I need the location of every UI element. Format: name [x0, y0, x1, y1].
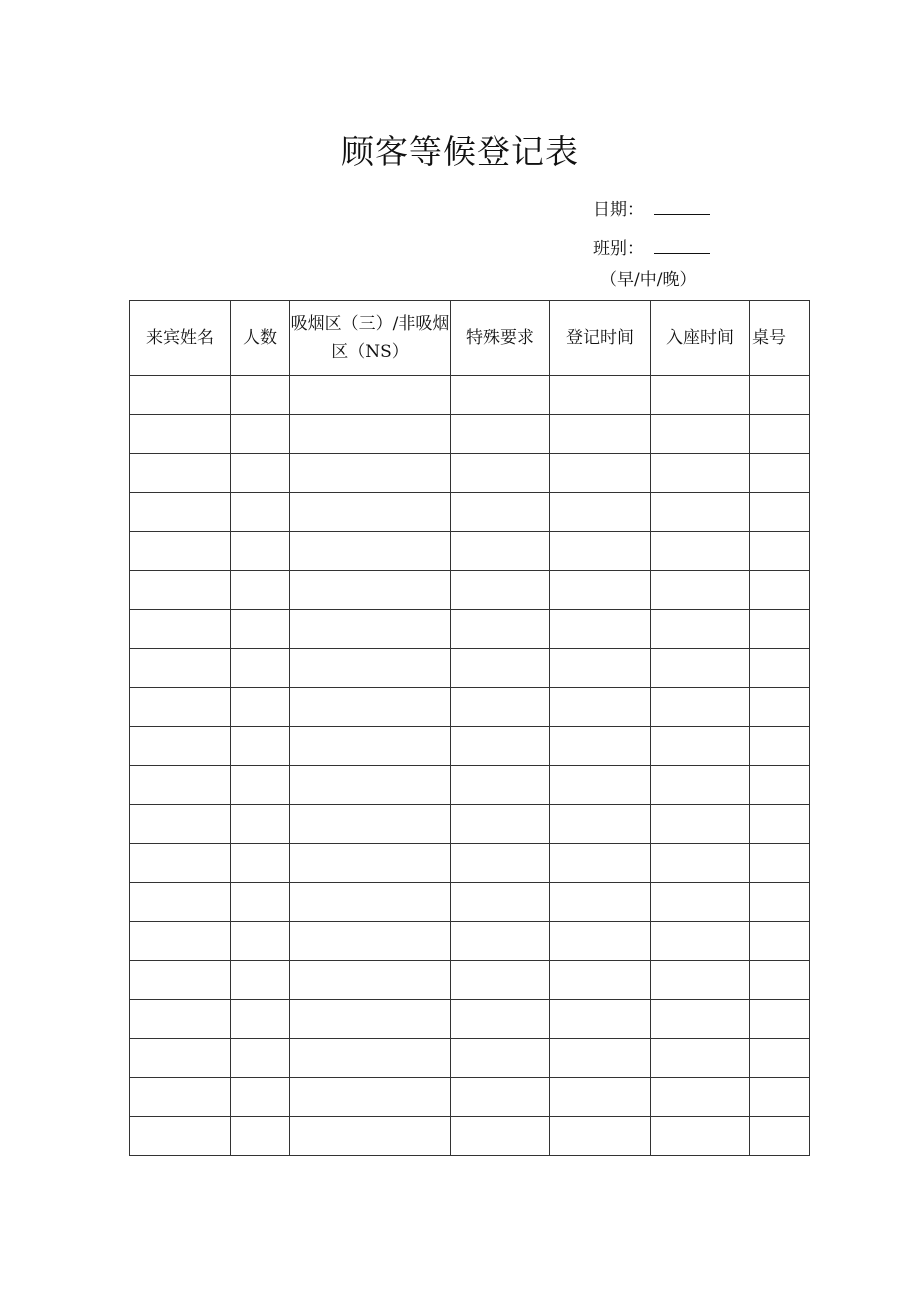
waiting-register-table	[129, 300, 810, 1156]
register-time-cell[interactable]	[550, 883, 651, 922]
special-request-cell[interactable]	[451, 571, 550, 610]
register-time-cell[interactable]	[550, 415, 651, 454]
seated-time-cell[interactable]	[651, 1000, 750, 1039]
table-row	[130, 1078, 810, 1117]
header-register-time: 登记时间	[550, 301, 651, 376]
smoking-area-cell[interactable]	[290, 922, 451, 961]
special-request-cell[interactable]	[451, 1078, 550, 1117]
table-number-cell[interactable]	[750, 532, 810, 571]
register-time-cell[interactable]	[550, 1117, 651, 1156]
smoking-area-cell[interactable]	[290, 415, 451, 454]
party-size-cell[interactable]	[231, 454, 290, 493]
guest-name-cell[interactable]	[130, 766, 231, 805]
table-row	[130, 1039, 810, 1078]
date-blank[interactable]	[654, 198, 710, 215]
table-number-cell[interactable]	[750, 961, 810, 1000]
party-size-cell[interactable]	[231, 688, 290, 727]
table-row	[130, 376, 810, 415]
seated-time-cell[interactable]	[651, 844, 750, 883]
guest-name-cell[interactable]	[130, 532, 231, 571]
register-time-cell[interactable]	[550, 688, 651, 727]
special-request-cell[interactable]	[451, 727, 550, 766]
special-request-cell[interactable]	[451, 688, 550, 727]
special-request-cell[interactable]	[451, 649, 550, 688]
guest-name-cell[interactable]	[130, 961, 231, 1000]
special-request-cell[interactable]	[451, 922, 550, 961]
seated-time-cell[interactable]	[651, 727, 750, 766]
guest-name-cell[interactable]	[130, 1000, 231, 1039]
register-time-cell[interactable]	[550, 376, 651, 415]
seated-time-cell[interactable]	[651, 922, 750, 961]
seated-time-cell[interactable]	[651, 1039, 750, 1078]
guest-name-cell[interactable]	[130, 688, 231, 727]
special-request-cell[interactable]	[451, 454, 550, 493]
table-number-cell[interactable]	[750, 649, 810, 688]
table-row	[130, 1000, 810, 1039]
register-time-cell[interactable]	[550, 532, 651, 571]
guest-name-cell[interactable]	[130, 883, 231, 922]
table-row	[130, 844, 810, 883]
table-row	[130, 571, 810, 610]
party-size-cell[interactable]	[231, 1039, 290, 1078]
smoking-area-cell[interactable]	[290, 1000, 451, 1039]
table-number-cell[interactable]	[750, 688, 810, 727]
header-party-size: 人数	[231, 301, 290, 376]
guest-name-cell[interactable]	[130, 1039, 231, 1078]
table-number-cell[interactable]	[750, 805, 810, 844]
smoking-area-cell[interactable]	[290, 1078, 451, 1117]
party-size-cell[interactable]	[231, 1117, 290, 1156]
table-number-cell[interactable]	[750, 610, 810, 649]
special-request-cell[interactable]	[451, 1117, 550, 1156]
table-row	[130, 766, 810, 805]
table-number-cell[interactable]	[750, 415, 810, 454]
seated-time-cell[interactable]	[651, 961, 750, 1000]
party-size-cell[interactable]	[231, 961, 290, 1000]
date-field	[593, 198, 710, 222]
header-special-request: 特殊要求	[451, 301, 550, 376]
table-row	[130, 922, 810, 961]
guest-name-cell[interactable]	[130, 571, 231, 610]
register-time-cell[interactable]	[550, 922, 651, 961]
special-request-cell[interactable]	[451, 532, 550, 571]
special-request-cell[interactable]	[451, 883, 550, 922]
table-number-cell[interactable]	[750, 571, 810, 610]
party-size-cell[interactable]	[231, 727, 290, 766]
table-number-cell[interactable]	[750, 454, 810, 493]
party-size-cell[interactable]	[231, 883, 290, 922]
guest-name-cell[interactable]	[130, 376, 231, 415]
table-row	[130, 1117, 810, 1156]
table-number-cell[interactable]	[750, 1000, 810, 1039]
shift-options: （早/中/晚）	[600, 270, 697, 290]
table-row	[130, 688, 810, 727]
special-request-cell[interactable]	[451, 961, 550, 1000]
party-size-cell[interactable]	[231, 922, 290, 961]
smoking-area-cell[interactable]	[290, 883, 451, 922]
header-smoking-area: 吸烟区（三）/非吸烟区（NS）	[290, 301, 451, 376]
smoking-area-cell[interactable]	[290, 805, 451, 844]
table-row	[130, 532, 810, 571]
register-time-cell[interactable]	[550, 727, 651, 766]
party-size-cell[interactable]	[231, 1078, 290, 1117]
register-time-cell[interactable]	[550, 844, 651, 883]
special-request-cell[interactable]	[451, 1039, 550, 1078]
seated-time-cell[interactable]	[651, 532, 750, 571]
seated-time-cell[interactable]	[651, 649, 750, 688]
guest-name-cell[interactable]	[130, 415, 231, 454]
table-number-cell[interactable]	[750, 727, 810, 766]
party-size-cell[interactable]	[231, 415, 290, 454]
party-size-cell[interactable]	[231, 532, 290, 571]
special-request-cell[interactable]	[451, 493, 550, 532]
table-number-cell[interactable]	[750, 844, 810, 883]
guest-name-cell[interactable]	[130, 727, 231, 766]
guest-name-cell[interactable]	[130, 805, 231, 844]
seated-time-cell[interactable]	[651, 376, 750, 415]
seated-time-cell[interactable]	[651, 1117, 750, 1156]
register-time-cell[interactable]	[550, 1039, 651, 1078]
seated-time-cell[interactable]	[651, 415, 750, 454]
seated-time-cell[interactable]	[651, 493, 750, 532]
table-row	[130, 649, 810, 688]
table-row	[130, 454, 810, 493]
smoking-area-cell[interactable]	[290, 688, 451, 727]
document-title: 顾客等候登记表	[341, 132, 579, 171]
smoking-area-cell[interactable]	[290, 610, 451, 649]
register-time-cell[interactable]	[550, 1000, 651, 1039]
party-size-cell[interactable]	[231, 376, 290, 415]
seated-time-cell[interactable]	[651, 883, 750, 922]
guest-name-cell[interactable]	[130, 610, 231, 649]
table-header-row	[130, 301, 810, 376]
table-number-cell[interactable]	[750, 922, 810, 961]
seated-time-cell[interactable]	[651, 766, 750, 805]
table-row	[130, 883, 810, 922]
smoking-area-cell[interactable]	[290, 961, 451, 1000]
header-table-number: 桌号	[750, 301, 810, 376]
smoking-area-cell[interactable]	[290, 454, 451, 493]
special-request-cell[interactable]	[451, 805, 550, 844]
header-guest-name: 来宾姓名	[130, 301, 231, 376]
special-request-cell[interactable]	[451, 844, 550, 883]
seated-time-cell[interactable]	[651, 688, 750, 727]
header-seated-time: 入座时间	[651, 301, 750, 376]
register-time-cell[interactable]	[550, 766, 651, 805]
guest-name-cell[interactable]	[130, 649, 231, 688]
smoking-area-cell[interactable]	[290, 727, 451, 766]
register-time-cell[interactable]	[550, 1078, 651, 1117]
smoking-area-cell[interactable]	[290, 532, 451, 571]
table-number-cell[interactable]	[750, 1039, 810, 1078]
seated-time-cell[interactable]	[651, 805, 750, 844]
table-number-cell[interactable]	[750, 883, 810, 922]
smoking-area-cell[interactable]	[290, 766, 451, 805]
register-time-cell[interactable]	[550, 805, 651, 844]
party-size-cell[interactable]	[231, 1000, 290, 1039]
party-size-cell[interactable]	[231, 844, 290, 883]
special-request-cell[interactable]	[451, 610, 550, 649]
smoking-area-cell[interactable]	[290, 571, 451, 610]
party-size-cell[interactable]	[231, 610, 290, 649]
smoking-area-cell[interactable]	[290, 1117, 451, 1156]
table-row	[130, 415, 810, 454]
smoking-area-cell[interactable]	[290, 1039, 451, 1078]
special-request-cell[interactable]	[451, 376, 550, 415]
date-label: 日期：	[593, 200, 644, 220]
seated-time-cell[interactable]	[651, 610, 750, 649]
smoking-area-cell[interactable]	[290, 649, 451, 688]
shift-field	[593, 237, 710, 261]
table-number-cell[interactable]	[750, 376, 810, 415]
table-row	[130, 610, 810, 649]
register-time-cell[interactable]	[550, 610, 651, 649]
guest-name-cell[interactable]	[130, 493, 231, 532]
shift-label: 班别：	[593, 239, 644, 259]
special-request-cell[interactable]	[451, 415, 550, 454]
register-time-cell[interactable]	[550, 454, 651, 493]
special-request-cell[interactable]	[451, 766, 550, 805]
special-request-cell[interactable]	[451, 1000, 550, 1039]
table-row	[130, 727, 810, 766]
smoking-area-cell[interactable]	[290, 493, 451, 532]
guest-name-cell[interactable]	[130, 1117, 231, 1156]
register-time-cell[interactable]	[550, 493, 651, 532]
shift-blank[interactable]	[654, 237, 710, 254]
table-row	[130, 805, 810, 844]
table-number-cell[interactable]	[750, 766, 810, 805]
smoking-area-cell[interactable]	[290, 844, 451, 883]
table-body	[130, 376, 810, 1156]
seated-time-cell[interactable]	[651, 1078, 750, 1117]
guest-name-cell[interactable]	[130, 844, 231, 883]
seated-time-cell[interactable]	[651, 571, 750, 610]
guest-name-cell[interactable]	[130, 454, 231, 493]
table-row	[130, 961, 810, 1000]
table-number-cell[interactable]	[750, 1078, 810, 1117]
table-number-cell[interactable]	[750, 493, 810, 532]
guest-name-cell[interactable]	[130, 1078, 231, 1117]
party-size-cell[interactable]	[231, 649, 290, 688]
party-size-cell[interactable]	[231, 805, 290, 844]
party-size-cell[interactable]	[231, 571, 290, 610]
register-time-cell[interactable]	[550, 961, 651, 1000]
seated-time-cell[interactable]	[651, 454, 750, 493]
smoking-area-cell[interactable]	[290, 376, 451, 415]
table-row	[130, 493, 810, 532]
table-number-cell[interactable]	[750, 1117, 810, 1156]
register-time-cell[interactable]	[550, 571, 651, 610]
party-size-cell[interactable]	[231, 766, 290, 805]
register-time-cell[interactable]	[550, 649, 651, 688]
guest-name-cell[interactable]	[130, 922, 231, 961]
party-size-cell[interactable]	[231, 493, 290, 532]
